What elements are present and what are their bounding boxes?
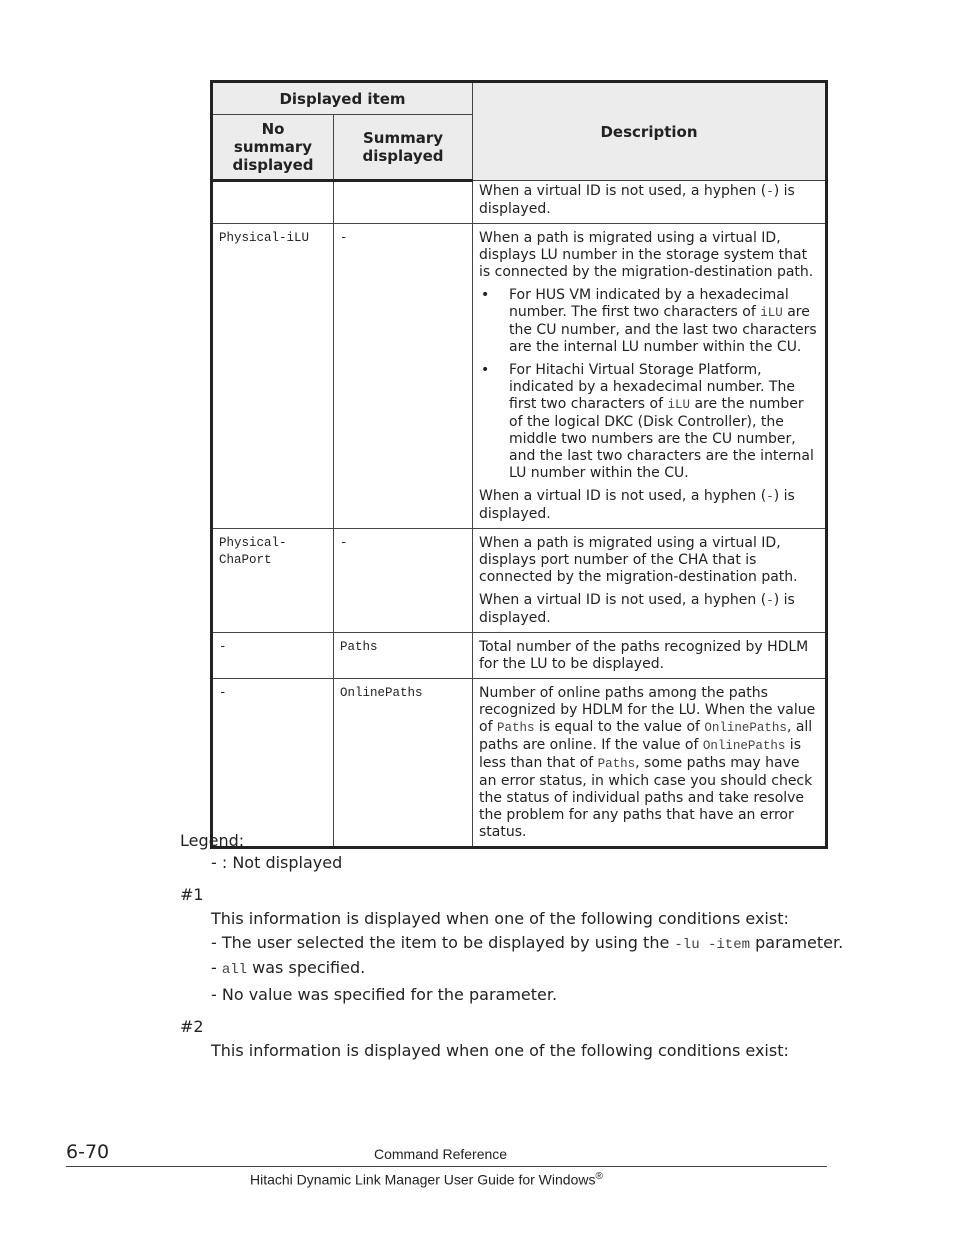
note-1-item: - The user selected the item to be displayed by using the -lu -item parameter. [211,933,844,953]
table-cell [212,181,334,224]
page-number: 6-70 [66,1141,110,1163]
legend-section [180,830,843,1062]
item-no-summary-none: - [212,679,334,848]
item-summary-none: - [334,529,473,633]
note-2-text: This information is displayed when one of the following conditions exist: [211,1041,789,1060]
item-summary-none: - [334,224,473,529]
table-cell-description: When a path is migrated using a virtual ID, displays LU number in the storage system that is connected by the migration-destination path. • For HUS VM indicated by a hexadecimal number. The first two characters of iLU are the CU number, and the last two characters are the internal LU number within the CU. • For Hitachi Virtual Storage Platform, indicated by a hexadecimal number. The first two characters of iLU are the number of the logical DKC (Disk Controller), the middle two numbers are the CU number, and the last two characters are the internal LU number within the CU. When a virtual ID is not used, a hyphen (-) is displayed. [473,224,827,529]
displayed-items-table [210,80,828,849]
table-cell-description: When a path is migrated using a virtual ID, displays port number of the CHA that is connected by the migration-destination path. When a virtual ID is not used, a hyphen (-) is displayed. [473,529,827,633]
legend-line: - : Not displayed [211,853,343,872]
list-item: • For HUS VM indicated by a hexadecimal number. The first two characters of iLU are the CU number, and the last two characters are the internal LU number within the CU. [481,287,817,355]
header-no-summary-displayed: No summary displayed [212,115,334,181]
note-1-item: - No value was specified for the parameter. [211,985,558,1004]
item-physical-ilu: Physical-iLU [212,224,334,529]
table-row [212,529,827,633]
header-displayed-item: Displayed item [212,82,473,115]
item-physical-chaport: Physical-ChaPort [212,529,334,633]
table-cell-description: Number of online paths among the paths recognized by HDLM for the LU. When the value of Paths is equal to the value of OnlinePaths, all paths are online. If the value of OnlinePaths is less than that of Paths, some paths may have an error status, in which case you should check the status of individual paths and take resolve the problem for any paths that have an error status. [473,679,827,848]
footer-divider [66,1166,827,1167]
bullet-list [479,287,820,482]
header-summary-displayed: Summary displayed [334,115,473,181]
item-no-summary-none: - [212,633,334,679]
note-2-label: #2 [180,1017,204,1036]
table-row [212,224,827,529]
item-onlinepaths: OnlinePaths [334,679,473,848]
note-1-text: This information is displayed when one of the following conditions exist: [211,909,789,928]
item-paths: Paths [334,633,473,679]
table-row [212,679,827,848]
legend-title: Legend: [180,831,245,850]
table-row [212,633,827,679]
header-description: Description [473,82,827,181]
footer-section-title: Command Reference [374,1146,508,1162]
note-1-item: - all was specified. [211,958,366,978]
table-row [212,181,827,224]
table-cell-description: When a virtual ID is not used, a hyphen (-) is displayed. [473,181,827,224]
list-item: • For Hitachi Virtual Storage Platform, indicated by a hexadecimal number. The first two characters of iLU are the number of the logical DKC (Disk Controller), the middle two numbers are the CU number, and the last two characters are the internal LU number within the CU. [481,362,814,481]
footer-book-title: Hitachi Dynamic Link Manager User Guide for Windows® [250,1171,603,1188]
table-cell [334,181,473,224]
note-1-label: #1 [180,885,204,904]
table-cell-description: Total number of the paths recognized by HDLM for the LU to be displayed. [473,633,827,679]
